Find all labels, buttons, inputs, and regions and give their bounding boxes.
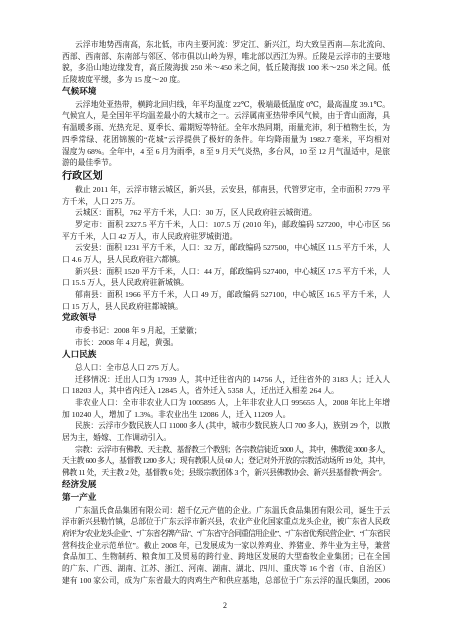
- administration-text-line: 平方千米，人口 42 万人，市人民政府驻罗城街道。: [62, 231, 238, 241]
- population-text-line: 居为主，婚嫁、工作调动引入。: [62, 432, 172, 442]
- administration-text-line: 郁南县：面积 1966 平方千米，人口 49 万，邮政编码 527100，中心城区 16.5 平方千米，人: [75, 290, 390, 300]
- terrain-text-line: 云浮市地势西南高，东北低，市内主要河流：罗定江、新兴江，均大致呈西南—东北流向、: [75, 40, 390, 49]
- administration-text-line: 截止 2011 年，云浮市辖云城区，新兴县，云安县，郁南县，代管罗定市，全市面积 7779 平: [75, 184, 390, 194]
- administration-text-line: 云城区：面积，762 平方千米，人口：30 万，区人民政府驻云城街道。: [75, 208, 317, 218]
- population-text-line: 总人口：全市总人口 275 万人。: [75, 362, 185, 372]
- section-administration: [62, 169, 390, 313]
- economy-text-line: 的广东、广西、湖南、江苏、浙江、河南、湖南、湖北、四川、重庆等 16 个省（市、自治区）: [62, 564, 390, 574]
- section-climate: [62, 86, 390, 169]
- primary-industry-subheading: 第一产业: [62, 492, 97, 503]
- leadership-text-line: 市委书记：2008 年 9 月起，王蒙徽；: [75, 326, 202, 336]
- population-text-line: 加 10240 人，增加了 1.3%。非农业出生 12086 人，迁入 11209 人。: [62, 409, 291, 419]
- climate-text-line: 气候宜人，是全国年平均温差最小的大城市之一。云浮属南亚热带季风气候，由于背山面海，具: [62, 111, 390, 121]
- terrain-text-line: 丘陵坡度平缓，多为 15 度～20 度。: [62, 75, 185, 85]
- population-text-line: 天主教 600 多人，基督教 1200 多人；现有教职人员 60 人；登记对外开放的宗教活动场所 19 处，其中，: [62, 456, 390, 466]
- economy-text-line: 建有 100 家公司，成为广东省最大的肉鸡生产和供应基地，总部位于广东云浮的温氏集团，2006: [62, 575, 390, 585]
- administration-text-line: 口 15 万人，县人民政府驻都城镇。: [62, 301, 183, 311]
- climate-heading: 气候环境: [62, 86, 97, 97]
- administration-text-line: 方千米，人口 275 万。: [62, 196, 140, 206]
- population-text-line: 非农业人口：全市非农业人口为 1005895 人，上年非农业人口 995655 人，2008 年比上年增: [75, 397, 390, 407]
- economy-text-line: 营科技企业示范单位”。截止 2008 年，已发展成为一家以养鸡业、养猪业、养牛业为主导，兼营: [62, 540, 390, 550]
- administration-heading: 行政区划: [62, 170, 103, 182]
- population-text-line: 宗教：云浮市有佛教、天主教、基督教三个教别；各宗教信徒近 5000 人，其中，佛教徒 3000 多人，: [75, 444, 390, 454]
- section-leadership: [62, 312, 390, 348]
- leadership-heading: 党政领导: [62, 313, 97, 324]
- leadership-text-line: 市长：2008 年 4 月起，黄强。: [75, 338, 179, 348]
- administration-text-line: 罗定市：面积 2327.5 平方千米，人口：107.5 万 (2010 年)，邮政编码 527200，中心市区 56: [75, 219, 390, 229]
- administration-text-line: 口 4.6 万人，县人民政府驻六都镇。: [62, 255, 185, 264]
- population-text-line: 迁移情况：迁出人口为 17939 人，其中迁往省内的 14756 人，迁往省外的 3183 人；迁入人: [75, 374, 390, 384]
- administration-text-line: 口 15.5 万人，县人民政府驻新城镇。: [62, 278, 189, 288]
- population-text-line: 民族：云浮市少数民族人口 11000 多人 (其中，城市少数民族人口 700 多人)，族别 29 个，以散: [75, 421, 390, 431]
- economy-text-line: 浮市新兴县勒竹镇，总部位于广东云浮市新兴县，农业产业化国家重点龙头企业，被广东省人民政: [62, 517, 390, 527]
- climate-text-line: 四季常绿、花团锦簇的“花城”云浮提供了极好的条件。年均降雨量为 1982.7 毫米，平均相对: [62, 134, 390, 144]
- economy-text-line: 府评为“农业龙头企业”、“广东省名牌产品”、“广东省守合同重信用企业”、“广东省优秀民营企业”、“广东省民: [62, 529, 390, 539]
- population-text-line: 口 18203 人，其中省内迁入 12845 人，省外迁入 5358 人，迁出迁入相差 264 人。: [62, 386, 339, 396]
- document-page: [62, 39, 390, 587]
- climate-text-line: 云浮地处亚热带，横跨北回归线，年平均温度 22℃，极端最低温度 0℃，最高温度 39.1℃。: [75, 99, 390, 109]
- population-text-line: 佛教 11 处，天主教 2 处，基督教 6 处；县级宗教团体 3 个，新兴县佛教协会、新兴县基督教“两会”。: [62, 468, 387, 477]
- page-number: 2: [223, 601, 227, 610]
- economy-heading: 经济发展: [62, 479, 97, 490]
- climate-text-line: 湿度为 68%。全年中，4 至 6 月为雨季，8 至 9 月天气炎热，多台风，10 至 12 月气温适中，是旅: [62, 146, 390, 156]
- section-population: [62, 349, 390, 479]
- administration-text-line: 云安县：面积 1231 平方千米，人口：32 万，邮政编码 527500，中心城区 11.5 平方千米，人: [75, 243, 390, 253]
- section-terrain: [62, 39, 390, 86]
- terrain-text-line: 西部、西南部、东南部与邻区、邻市俱以山岭为界，唯北部以西江为界。丘陵是云浮市的主要地: [62, 51, 390, 61]
- climate-text-line: 游的最佳季节。: [62, 158, 117, 168]
- terrain-text-line: 貌，多沿山地边缘发育，高丘陵海拔 250 米～450 米之间，低丘陵海拔 100 米～250 米之间。低: [62, 63, 390, 73]
- climate-text-line: 有温暖多雨、光热充足、夏季长、霜期短等特征。全年水热同期，雨量充沛，利于植物生长，为: [62, 123, 390, 133]
- economy-text-line: 广东温氏食品集团有限公司：超千亿元产值的企业。广东温氏食品集团有限公司，诞生于云: [75, 505, 390, 515]
- population-heading: 人口民族: [62, 349, 97, 360]
- section-economy: [62, 479, 390, 587]
- economy-text-line: 食品加工、生物制药、粮食加工及贸易的跨行业、跨地区发展的大型畜牧企业集团；已在全国: [62, 552, 390, 562]
- administration-text-line: 新兴县：面积 1520 平方千米，人口：44 万，邮政编码 527400，中心城区 17.5 平方千米，人: [75, 266, 390, 276]
